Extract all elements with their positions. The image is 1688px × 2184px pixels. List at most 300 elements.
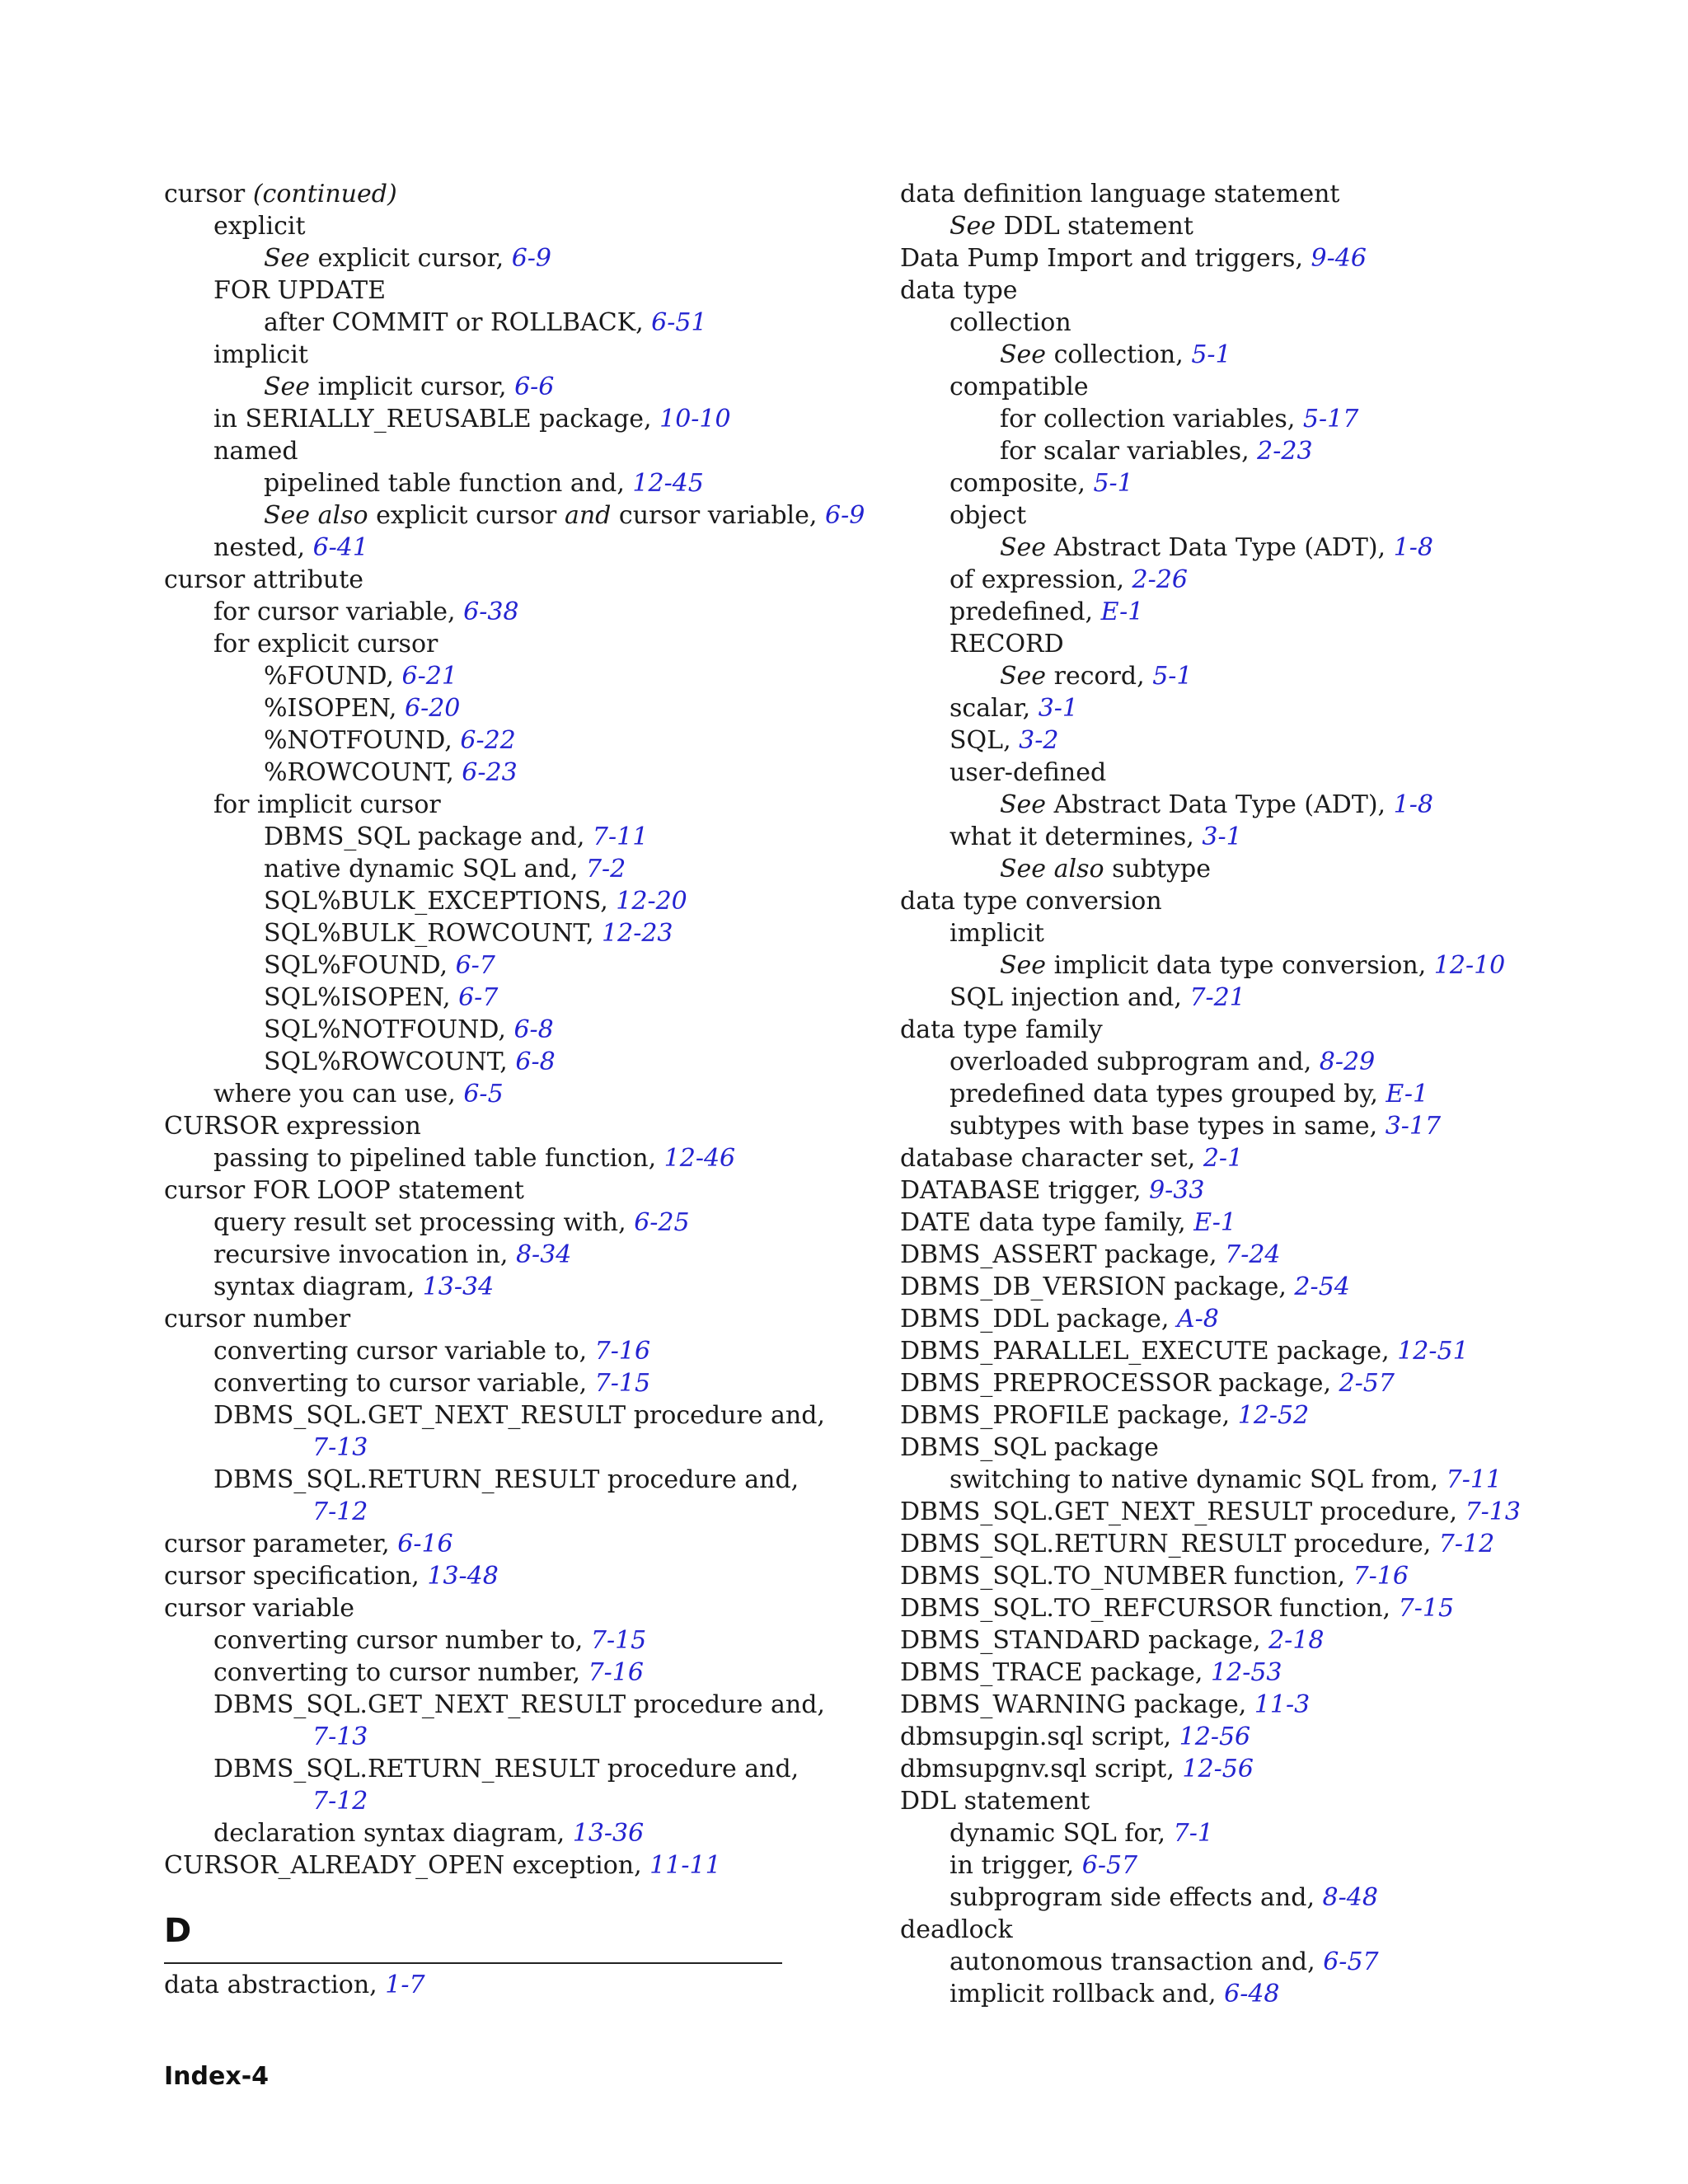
index-term: implicit cursor, xyxy=(310,373,515,401)
index-term: SQL%ROWCOUNT, xyxy=(264,1047,516,1076)
page-reference-link[interactable]: 13-34 xyxy=(422,1272,495,1301)
index-term: explicit cursor xyxy=(368,501,565,530)
see-reference-label: See xyxy=(1000,533,1047,562)
index-entry xyxy=(164,1046,790,1078)
index-entry xyxy=(900,724,1625,757)
page-reference-link[interactable]: 12-10 xyxy=(1433,951,1506,980)
index-entry xyxy=(900,371,1625,403)
index-entry xyxy=(900,1496,1625,1528)
page-reference-link[interactable]: 12-20 xyxy=(616,887,687,916)
page-reference-link[interactable]: E-1 xyxy=(1193,1208,1236,1237)
page-reference-link[interactable]: 2-26 xyxy=(1132,565,1188,594)
index-entry xyxy=(900,1817,1625,1849)
index-term: converting cursor number to, xyxy=(213,1626,591,1655)
index-entry xyxy=(164,885,790,917)
index-entry xyxy=(900,949,1625,982)
index-term: DBMS_PREPROCESSOR package, xyxy=(900,1369,1339,1398)
index-term: data definition language statement xyxy=(900,180,1340,209)
index-entry xyxy=(900,1978,1625,2010)
index-entry xyxy=(900,307,1625,339)
index-term: DDL statement xyxy=(996,212,1193,241)
index-entry xyxy=(900,1432,1625,1464)
index-entry xyxy=(164,1464,799,1496)
page-reference-link[interactable]: 3-2 xyxy=(1019,726,1059,755)
index-term: CURSOR_ALREADY_OPEN exception, xyxy=(164,1851,650,1880)
index-term: cursor number xyxy=(164,1305,351,1333)
index-term: SQL%FOUND, xyxy=(264,951,456,980)
index-term: explicit xyxy=(213,212,306,241)
page-reference-link[interactable]: 1-8 xyxy=(1393,533,1433,562)
index-entry xyxy=(164,1239,790,1271)
index-entry xyxy=(164,1560,790,1592)
index-entry xyxy=(900,853,1625,885)
page-reference-link[interactable]: 7-16 xyxy=(1353,1562,1409,1591)
index-entry xyxy=(900,1142,1625,1174)
index-term: DBMS_SQL.TO_REFCURSOR function, xyxy=(900,1594,1399,1623)
index-entry xyxy=(164,628,790,660)
index-entry xyxy=(900,1464,1625,1496)
page-reference-link[interactable]: 11-11 xyxy=(649,1851,721,1880)
page-reference-link[interactable]: 6-41 xyxy=(312,533,368,562)
page-reference-link[interactable]: 10-10 xyxy=(659,405,731,434)
index-entry xyxy=(900,1592,1625,1624)
index-term: %NOTFOUND, xyxy=(264,726,461,755)
index-entry xyxy=(164,1689,825,1721)
index-term: DBMS_STANDARD package, xyxy=(900,1626,1269,1655)
page-reference-link[interactable]: 7-1 xyxy=(1173,1819,1213,1848)
index-term: for scalar variables, xyxy=(1000,437,1258,466)
index-entry xyxy=(900,210,1625,242)
index-entry xyxy=(900,532,1625,564)
index-entry xyxy=(164,1367,790,1399)
page-reference-link[interactable]: 6-8 xyxy=(513,1015,554,1044)
index-entry xyxy=(900,467,1625,499)
page-reference-link[interactable]: 7-12 xyxy=(312,1497,368,1526)
index-term: SQL%BULK_ROWCOUNT, xyxy=(264,919,603,948)
page-reference-link[interactable]: 6-6 xyxy=(514,373,555,401)
index-term: %ROWCOUNT, xyxy=(264,758,462,787)
index-entry xyxy=(164,1624,790,1657)
index-term: implicit xyxy=(950,919,1044,948)
index-entry xyxy=(900,1303,1625,1335)
index-entry xyxy=(164,1721,790,1753)
index-entry xyxy=(164,403,790,435)
page-reference-link[interactable]: 5-17 xyxy=(1302,405,1359,434)
page-reference-link[interactable]: 1-7 xyxy=(385,1971,425,1999)
index-term: Data Pump Import and triggers, xyxy=(900,244,1311,273)
page-reference-link[interactable]: 3-1 xyxy=(1038,694,1078,723)
index-term: cursor FOR LOOP statement xyxy=(164,1176,524,1205)
index-entry xyxy=(900,1014,1625,1046)
page-reference-link[interactable]: 6-8 xyxy=(515,1047,556,1076)
index-term: compatible xyxy=(950,373,1089,401)
index-entry xyxy=(900,1946,1625,1978)
index-term: database character set, xyxy=(900,1144,1203,1173)
index-term: where you can use, xyxy=(213,1080,464,1108)
index-term: DBMS_SQL.RETURN_RESULT procedure and, xyxy=(213,1755,799,1783)
index-entry xyxy=(900,1657,1625,1689)
index-term: collection xyxy=(950,308,1071,337)
index-term: CURSOR expression xyxy=(164,1112,421,1141)
page-reference-link[interactable]: 2-18 xyxy=(1268,1626,1325,1655)
page-reference-link[interactable]: 8-48 xyxy=(1322,1883,1378,1912)
index-term: for cursor variable, xyxy=(213,598,464,626)
see-reference-label: See xyxy=(264,373,311,401)
index-entry xyxy=(164,1142,790,1174)
index-entry xyxy=(164,596,790,628)
page-reference-link[interactable]: 2-1 xyxy=(1203,1144,1244,1173)
page-reference-link[interactable]: 7-13 xyxy=(312,1433,368,1462)
see-reference-label: See xyxy=(1000,790,1047,819)
see-reference-label: See also xyxy=(264,501,368,530)
index-entry xyxy=(900,403,1625,435)
page-reference-link[interactable]: 12-56 xyxy=(1182,1755,1254,1783)
index-entry xyxy=(900,692,1625,724)
index-term: data type conversion xyxy=(900,887,1162,916)
index-term: SQL injection and, xyxy=(950,983,1190,1012)
index-term: SQL, xyxy=(950,726,1020,755)
index-term: DBMS_SQL package and, xyxy=(264,823,593,851)
index-entry xyxy=(164,1174,790,1207)
index-term: scalar, xyxy=(950,694,1039,723)
index-term: declaration syntax diagram, xyxy=(213,1819,573,1848)
index-entry xyxy=(900,757,1625,789)
index-entry xyxy=(164,692,790,724)
page-reference-link[interactable]: 9-33 xyxy=(1149,1176,1205,1205)
index-term: RECORD xyxy=(950,630,1064,658)
index-term: record, xyxy=(1046,662,1153,691)
index-term: composite, xyxy=(950,469,1094,498)
index-entry xyxy=(900,1399,1625,1432)
index-list-d xyxy=(164,1969,790,2001)
index-entry xyxy=(900,564,1625,596)
index-entry xyxy=(164,435,790,467)
page-reference-link[interactable]: 2-57 xyxy=(1339,1369,1395,1398)
index-term: autonomous transaction and, xyxy=(950,1947,1324,1976)
index-term: DBMS_TRACE package, xyxy=(900,1658,1212,1687)
index-entry xyxy=(900,1721,1625,1753)
index-entry xyxy=(164,1110,790,1142)
page-reference-link[interactable]: 7-13 xyxy=(312,1722,368,1751)
index-term: implicit rollback and, xyxy=(950,1980,1225,2008)
index-term: named xyxy=(213,437,298,466)
index-term-continued: cursor variable, xyxy=(611,501,825,530)
page-reference-link[interactable]: 12-23 xyxy=(602,919,673,948)
index-entry xyxy=(164,724,790,757)
index-entry xyxy=(164,789,790,821)
index-term: DBMS_WARNING package, xyxy=(900,1690,1254,1719)
page-reference-link[interactable]: 6-5 xyxy=(463,1080,504,1108)
index-column-right xyxy=(900,178,1625,2010)
index-entry xyxy=(164,532,790,564)
see-reference-label: See xyxy=(1000,662,1047,691)
index-entry xyxy=(164,210,790,242)
index-entry xyxy=(164,242,790,274)
index-list-left xyxy=(164,178,865,1882)
index-entry xyxy=(164,499,865,532)
index-term: query result set processing with, xyxy=(213,1208,635,1237)
index-term: DBMS_DB_VERSION package, xyxy=(900,1272,1295,1301)
index-entry xyxy=(164,1817,790,1849)
page-reference-link[interactable]: 7-15 xyxy=(594,1369,651,1398)
continued-note: (continued) xyxy=(252,180,397,209)
page-reference-link[interactable]: 12-51 xyxy=(1397,1337,1469,1366)
index-term: deadlock xyxy=(900,1915,1013,1944)
index-term: converting to cursor number, xyxy=(213,1658,588,1687)
index-term: cursor attribute xyxy=(164,565,364,594)
index-term: explicit cursor, xyxy=(310,244,512,273)
index-term: cursor xyxy=(164,180,253,209)
page-reference-link[interactable]: 7-2 xyxy=(585,855,626,883)
index-entry xyxy=(164,467,790,499)
index-entry xyxy=(900,1689,1625,1721)
index-term: for implicit cursor xyxy=(213,790,441,819)
index-entry xyxy=(900,1753,1625,1785)
index-entry xyxy=(900,1174,1625,1207)
index-entry xyxy=(164,1303,790,1335)
page-reference-link[interactable]: 12-45 xyxy=(632,469,704,498)
index-term: %FOUND, xyxy=(264,662,402,691)
index-term: SQL%BULK_EXCEPTIONS, xyxy=(264,887,617,916)
index-term: data type xyxy=(900,276,1018,305)
index-term: predefined data types grouped by, xyxy=(950,1080,1386,1108)
index-term: FOR UPDATE xyxy=(213,276,386,305)
index-entry xyxy=(164,371,790,403)
index-entry xyxy=(900,885,1625,917)
index-term: %ISOPEN, xyxy=(264,694,405,723)
index-term: collection, xyxy=(1046,340,1192,369)
index-entry xyxy=(164,1271,790,1303)
page-reference-link[interactable]: A-8 xyxy=(1176,1305,1219,1333)
see-reference-label: See xyxy=(1000,951,1047,980)
page-reference-link[interactable]: 7-11 xyxy=(592,823,649,851)
see-reference-label: See also xyxy=(1000,855,1104,883)
index-term: data abstraction, xyxy=(164,1971,386,1999)
index-term: syntax diagram, xyxy=(213,1272,423,1301)
index-entry xyxy=(164,982,790,1014)
index-list-right xyxy=(900,178,1625,2010)
index-entry xyxy=(900,178,1625,210)
page-reference-link[interactable]: 6-16 xyxy=(397,1530,453,1558)
index-term: DATE data type family, xyxy=(900,1208,1194,1237)
page-reference-link[interactable]: 7-24 xyxy=(1225,1240,1281,1269)
index-entry xyxy=(900,435,1625,467)
page-reference-link[interactable]: 7-12 xyxy=(312,1787,368,1816)
index-entry xyxy=(164,1078,790,1110)
index-term: DBMS_SQL.TO_NUMBER function, xyxy=(900,1562,1353,1591)
page-reference-link[interactable]: 12-56 xyxy=(1179,1722,1251,1751)
index-entry xyxy=(164,1969,790,2001)
index-entry xyxy=(900,274,1625,307)
index-term: in SERIALLY_REUSABLE package, xyxy=(213,405,660,434)
index-term: implicit data type conversion, xyxy=(1046,951,1434,980)
index-entry xyxy=(164,1496,790,1528)
index-entry xyxy=(900,660,1625,692)
index-entry xyxy=(900,821,1625,853)
index-entry xyxy=(900,1110,1625,1142)
page-reference-link[interactable]: 12-52 xyxy=(1237,1401,1310,1430)
index-entry xyxy=(900,1207,1625,1239)
page-reference-link[interactable]: 3-17 xyxy=(1385,1112,1442,1141)
page-reference-link[interactable]: 8-34 xyxy=(515,1240,572,1269)
index-entry xyxy=(164,564,790,596)
index-term: dbmsupgin.sql script, xyxy=(900,1722,1179,1751)
index-term: cursor parameter, xyxy=(164,1530,398,1558)
index-entry xyxy=(164,1753,799,1785)
page-reference-link[interactable]: 6-7 xyxy=(455,951,495,980)
page-reference-link[interactable]: 6-9 xyxy=(824,501,865,530)
page-reference-link[interactable]: 12-46 xyxy=(663,1144,736,1173)
see-reference-label: See xyxy=(950,212,996,241)
index-term: DDL statement xyxy=(900,1787,1090,1816)
index-term: in trigger, xyxy=(950,1851,1082,1880)
page-reference-link[interactable]: 7-12 xyxy=(1438,1530,1495,1558)
index-entry xyxy=(900,1528,1625,1560)
page-reference-link[interactable]: 7-16 xyxy=(594,1337,651,1366)
index-entry xyxy=(900,1914,1625,1946)
index-term: recursive invocation in, xyxy=(213,1240,516,1269)
index-entry xyxy=(900,596,1625,628)
index-term: DBMS_SQL.GET_NEXT_RESULT procedure, xyxy=(900,1497,1465,1526)
index-entry xyxy=(900,242,1625,274)
index-entry xyxy=(164,949,790,982)
page-reference-link[interactable]: 12-53 xyxy=(1211,1658,1282,1687)
index-entry xyxy=(164,1592,790,1624)
index-entry xyxy=(900,628,1625,660)
page-reference-link[interactable]: 9-46 xyxy=(1311,244,1367,273)
index-term: of expression, xyxy=(950,565,1132,594)
page-reference-link[interactable]: 6-7 xyxy=(458,983,499,1012)
index-entry xyxy=(164,1785,790,1817)
index-entry xyxy=(900,1785,1625,1817)
index-entry xyxy=(164,1432,790,1464)
section-divider xyxy=(164,1962,782,1964)
index-entry xyxy=(164,853,790,885)
page-reference-link[interactable]: 5-1 xyxy=(1191,340,1231,369)
index-term: object xyxy=(950,501,1027,530)
page-reference-link[interactable]: 8-29 xyxy=(1319,1047,1376,1076)
see-reference-label: See xyxy=(264,244,311,273)
index-term: Abstract Data Type (ADT), xyxy=(1046,533,1394,562)
index-entry xyxy=(900,982,1625,1014)
index-term: DBMS_PARALLEL_EXECUTE package, xyxy=(900,1337,1398,1366)
page-reference-link[interactable]: 1-8 xyxy=(1393,790,1433,819)
index-term: DBMS_SQL.GET_NEXT_RESULT procedure and, xyxy=(213,1401,825,1430)
page-reference-link[interactable]: 6-9 xyxy=(511,244,552,273)
index-term: pipelined table function and, xyxy=(264,469,633,498)
index-term: subprogram side effects and, xyxy=(950,1883,1323,1912)
index-term: dbmsupgnv.sql script, xyxy=(900,1755,1183,1783)
page-reference-link[interactable]: 5-1 xyxy=(1093,469,1133,498)
index-term: converting cursor variable to, xyxy=(213,1337,595,1366)
index-entry xyxy=(900,1367,1625,1399)
see-reference-label: See xyxy=(1000,340,1047,369)
index-entry xyxy=(900,789,1625,821)
index-entry xyxy=(900,1849,1625,1882)
page-reference-link[interactable]: 6-51 xyxy=(651,308,707,337)
page-reference-link[interactable]: 6-21 xyxy=(401,662,457,691)
index-term: passing to pipelined table function, xyxy=(213,1144,664,1173)
and-connector: and xyxy=(564,501,612,530)
index-term: implicit xyxy=(213,340,308,369)
index-term: DATABASE trigger, xyxy=(900,1176,1150,1205)
index-entry xyxy=(164,1207,790,1239)
page-reference-link[interactable]: 11-3 xyxy=(1254,1690,1311,1719)
page-reference-link[interactable]: 7-11 xyxy=(1446,1465,1503,1494)
index-term: predefined, xyxy=(950,598,1101,626)
index-entry xyxy=(164,1528,790,1560)
index-term: subtypes with base types in same, xyxy=(950,1112,1386,1141)
index-term: for collection variables, xyxy=(1000,405,1303,434)
index-term: Abstract Data Type (ADT), xyxy=(1046,790,1394,819)
page-reference-link[interactable]: 6-57 xyxy=(1081,1851,1138,1880)
index-term: switching to native dynamic SQL from, xyxy=(950,1465,1447,1494)
index-entry xyxy=(900,1560,1625,1592)
index-entry xyxy=(164,917,790,949)
index-term: DBMS_PROFILE package, xyxy=(900,1401,1238,1430)
index-entry xyxy=(900,917,1625,949)
index-term: what it determines, xyxy=(950,823,1203,851)
index-term: native dynamic SQL and, xyxy=(264,855,586,883)
page-reference-link[interactable]: E-1 xyxy=(1100,598,1144,626)
index-term: DBMS_DDL package, xyxy=(900,1305,1177,1333)
index-term: nested, xyxy=(213,533,313,562)
page-reference-link[interactable]: E-1 xyxy=(1386,1080,1429,1108)
page-footer: Index-4 xyxy=(164,2062,270,2091)
page-reference-link[interactable]: 6-57 xyxy=(1323,1947,1379,1976)
page-reference-link[interactable]: 7-21 xyxy=(1189,983,1245,1012)
index-entry xyxy=(164,178,790,210)
index-term: user-defined xyxy=(950,758,1107,787)
index-entry xyxy=(900,1046,1625,1078)
index-entry xyxy=(164,757,790,789)
section-letter-d: D xyxy=(164,1912,192,1950)
index-entry xyxy=(900,1078,1625,1110)
index-term: subtype xyxy=(1104,855,1211,883)
index-column-left xyxy=(164,178,865,2001)
page-reference-link[interactable]: 6-25 xyxy=(634,1208,690,1237)
page-reference-link[interactable]: 13-48 xyxy=(427,1562,499,1591)
page-reference-link[interactable]: 6-20 xyxy=(405,694,461,723)
page-reference-link[interactable]: 7-13 xyxy=(1465,1497,1521,1526)
index-entry xyxy=(164,821,790,853)
page-reference-link[interactable]: 13-36 xyxy=(572,1819,645,1848)
index-term: DBMS_SQL.RETURN_RESULT procedure, xyxy=(900,1530,1439,1558)
index-entry xyxy=(164,1399,825,1432)
index-term: cursor specification, xyxy=(164,1562,428,1591)
page-reference-link[interactable]: 6-38 xyxy=(463,598,519,626)
page-reference-link[interactable]: 2-54 xyxy=(1294,1272,1350,1301)
page-reference-link[interactable]: 6-23 xyxy=(462,758,518,787)
index-term: converting to cursor variable, xyxy=(213,1369,595,1398)
index-entry xyxy=(164,274,790,307)
page-reference-link[interactable]: 7-15 xyxy=(1398,1594,1455,1623)
index-term: SQL%NOTFOUND, xyxy=(264,1015,514,1044)
index-entry xyxy=(164,339,790,371)
page-reference-link[interactable]: 6-22 xyxy=(460,726,516,755)
index-entry xyxy=(900,1624,1625,1657)
page-reference-link[interactable]: 7-16 xyxy=(588,1658,644,1687)
index-entry xyxy=(164,1014,790,1046)
index-entry xyxy=(900,339,1625,371)
page-reference-link[interactable]: 7-15 xyxy=(590,1626,647,1655)
index-term: cursor variable xyxy=(164,1594,355,1623)
page-reference-link[interactable]: 2-23 xyxy=(1257,437,1313,466)
page-reference-link[interactable]: 3-1 xyxy=(1202,823,1242,851)
index-entry xyxy=(900,499,1625,532)
page-reference-link[interactable]: 6-48 xyxy=(1224,1980,1280,2008)
page-reference-link[interactable]: 5-1 xyxy=(1152,662,1193,691)
